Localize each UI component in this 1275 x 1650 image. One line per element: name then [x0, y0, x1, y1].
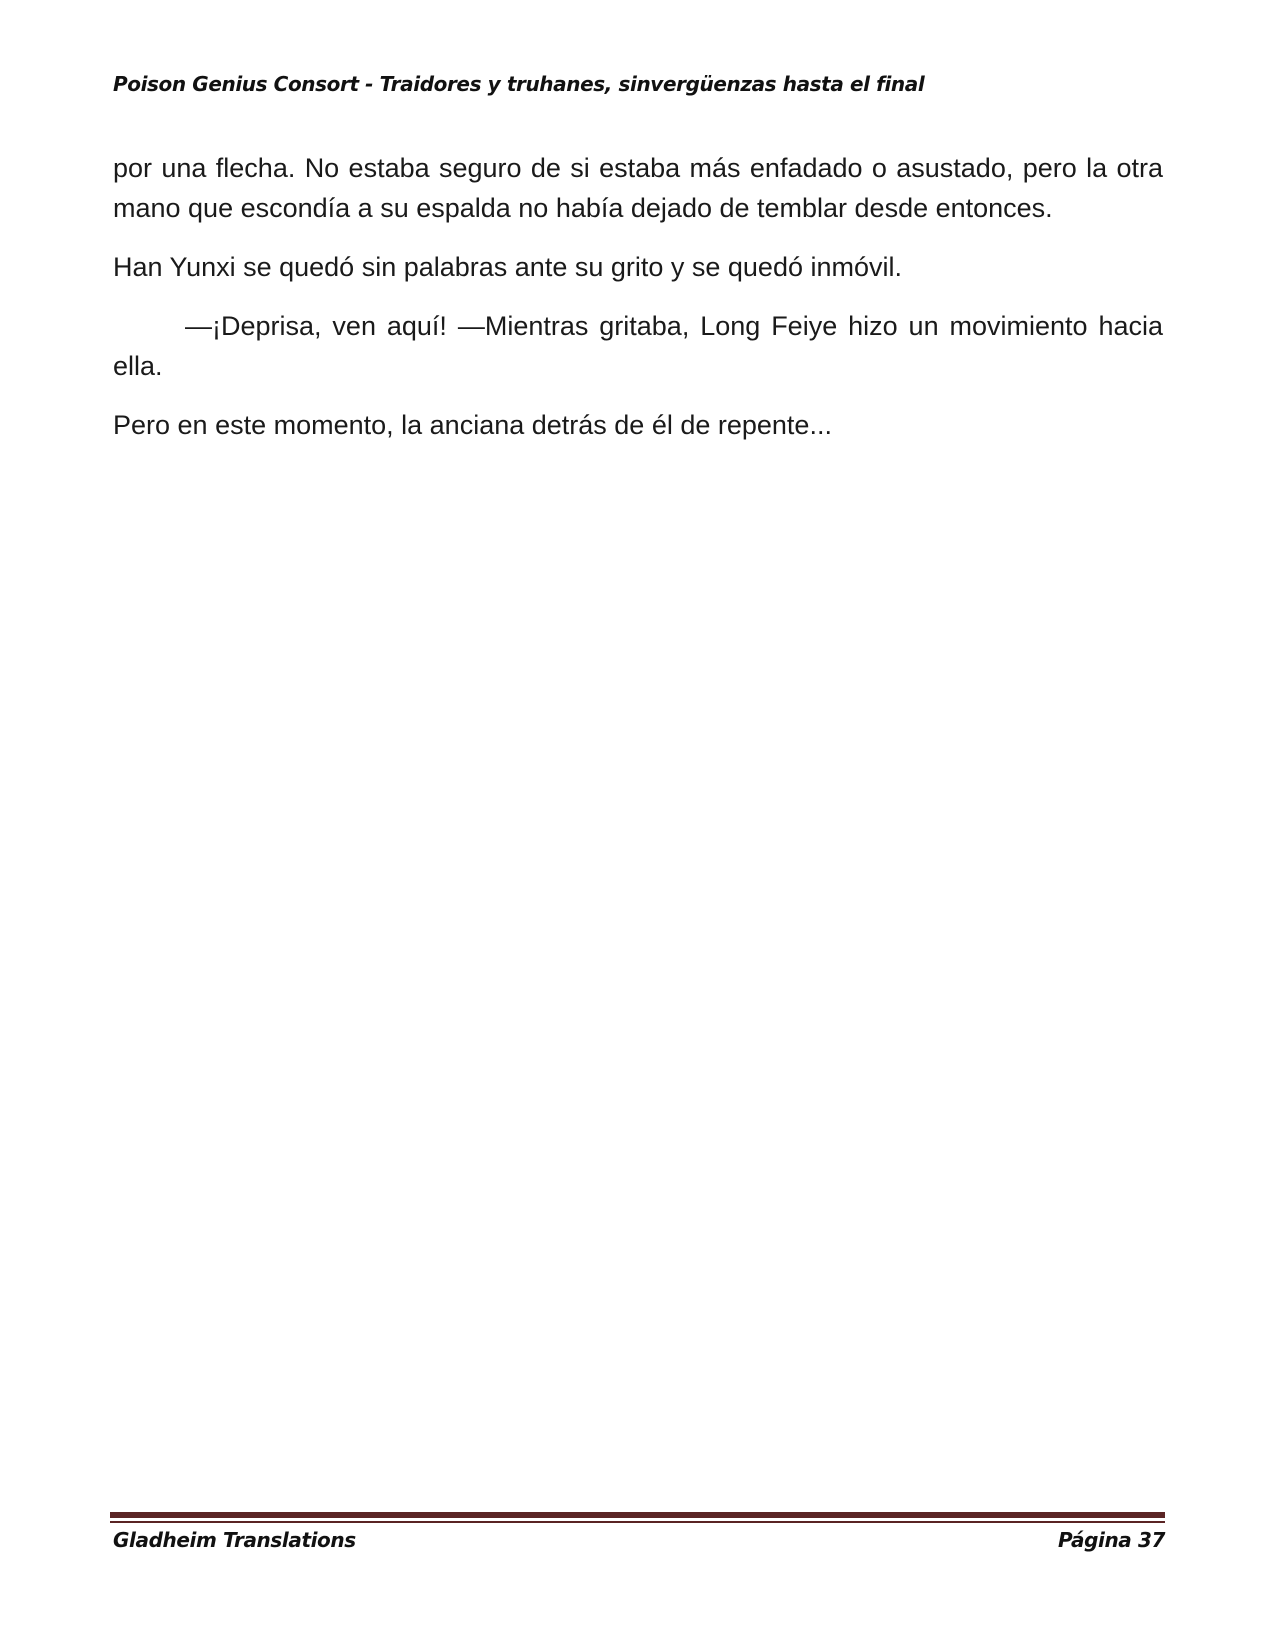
- footer-rule: [110, 1512, 1165, 1518]
- footer-publisher: Gladheim Translations: [113, 1528, 356, 1552]
- paragraph: Pero en este momento, la anciana detrás de él de repente...: [113, 410, 832, 440]
- page-number: Página 37: [1058, 1528, 1165, 1552]
- paragraph: Han Yunxi se quedó sin palabras ante su grito y se quedó inmóvil.: [113, 252, 902, 282]
- paragraph: —¡Deprisa, ven aquí! —Mientras gritaba, Long Feiye hizo un movimiento hacia ella.: [113, 311, 1163, 381]
- page-header-title: Poison Genius Consort - Traidores y truhanes, sinvergüenzas hasta el final: [113, 72, 925, 96]
- paragraph: por una flecha. No estaba seguro de si estaba más enfadado o asustado, pero la otra mano que escondía a su espalda no había dejado de temblar desde entonces.: [113, 153, 1163, 223]
- footer-rule-thin: [110, 1521, 1165, 1523]
- body-text: [113, 148, 1163, 464]
